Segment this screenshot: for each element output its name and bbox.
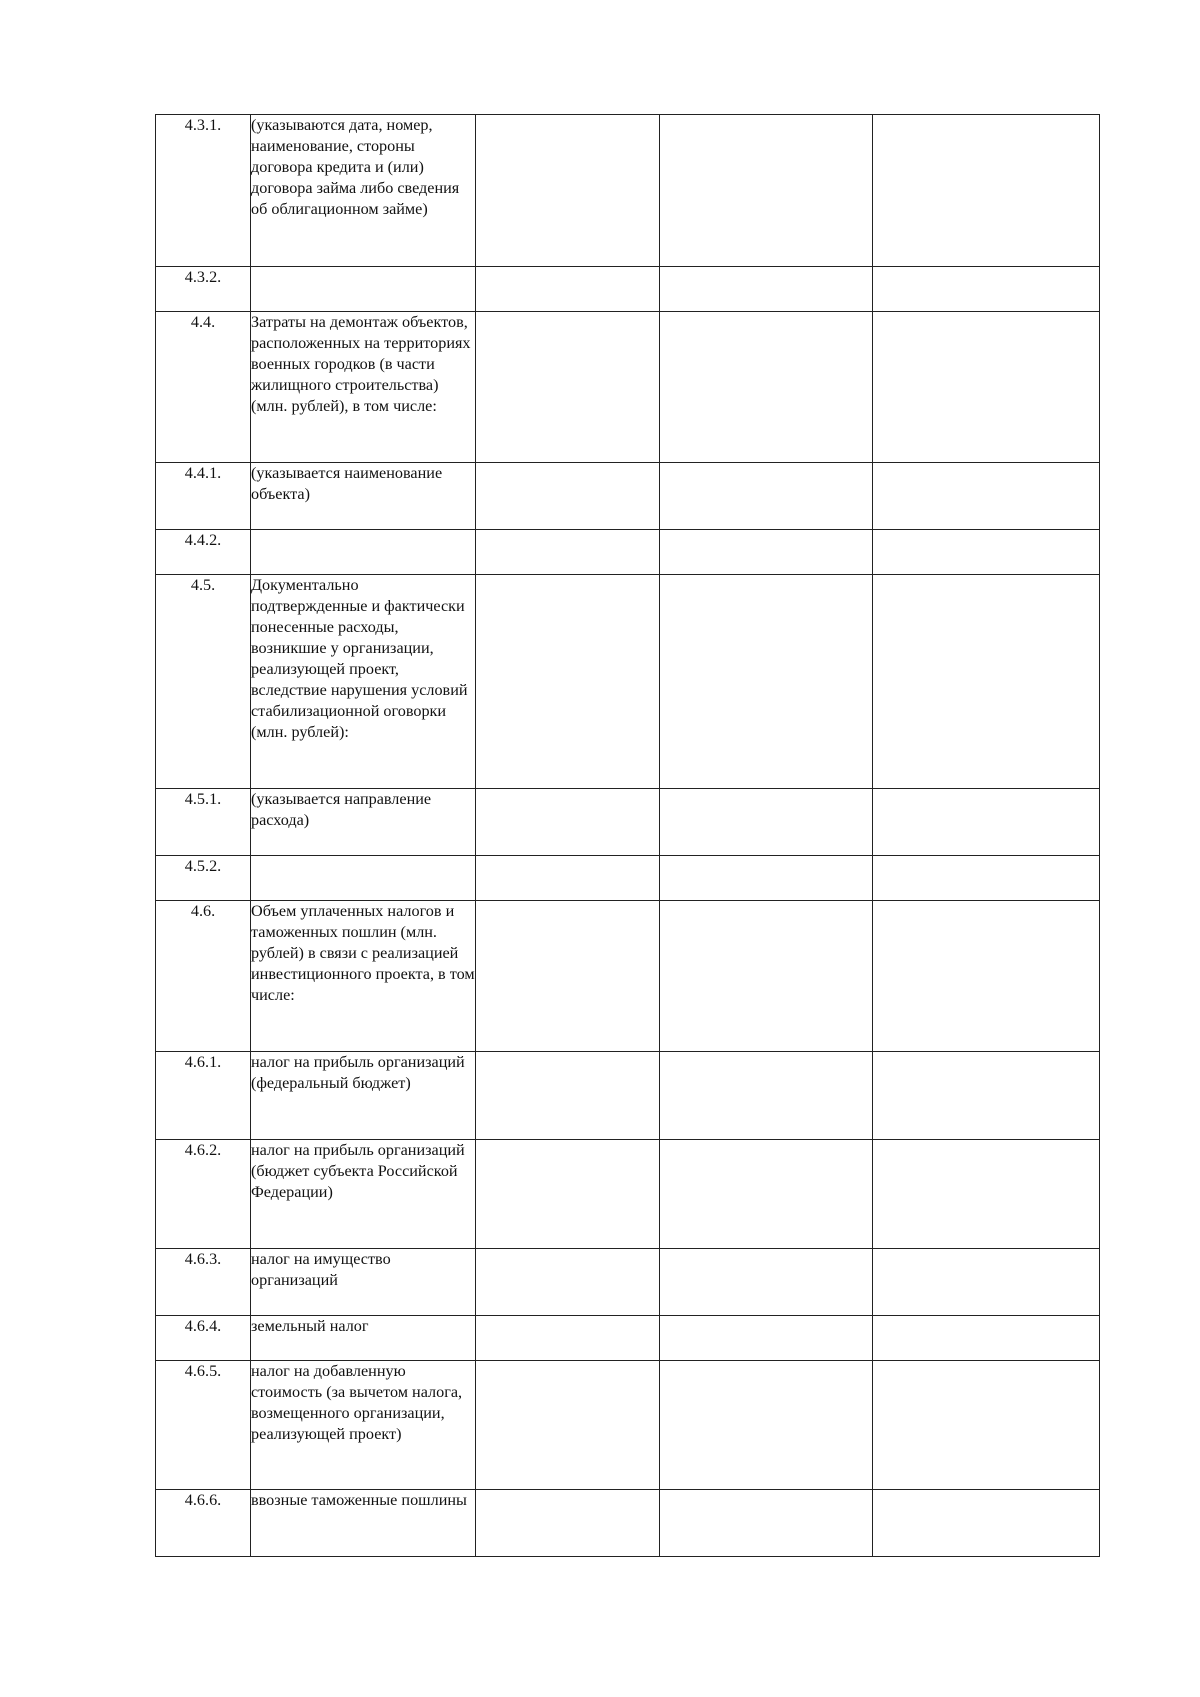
value-cell	[873, 789, 1100, 856]
row-number-cell: 4.4.	[156, 312, 251, 463]
table-row	[156, 1316, 1100, 1361]
value-cell	[476, 1140, 660, 1249]
row-description: ввозные таможенные пошлины	[251, 1491, 467, 1509]
value-cell	[873, 1490, 1100, 1557]
row-number-cell: 4.5.2.	[156, 856, 251, 901]
row-description-cell	[251, 1316, 476, 1361]
row-description-cell	[251, 115, 476, 267]
value-cell	[660, 463, 873, 530]
table-row	[156, 789, 1100, 856]
row-description-cell	[251, 463, 476, 530]
value-cell	[476, 530, 660, 575]
row-description-cell	[251, 1249, 476, 1316]
row-description: Затраты на демонтаж объектов, расположенных на территориях военных городков (в части жилищного строительства) (млн. рублей), в том числе:	[251, 313, 471, 415]
row-description-cell	[251, 267, 476, 312]
report-table	[155, 114, 1100, 1557]
value-cell	[873, 1140, 1100, 1249]
value-cell	[873, 312, 1100, 463]
row-description: налог на прибыль организаций (бюджет субъекта Российской Федерации)	[251, 1141, 465, 1201]
value-cell	[660, 312, 873, 463]
value-cell	[476, 789, 660, 856]
value-cell	[873, 267, 1100, 312]
table-row	[156, 1052, 1100, 1140]
value-cell	[873, 1249, 1100, 1316]
row-number-cell: 4.6.3.	[156, 1249, 251, 1316]
value-cell	[660, 789, 873, 856]
value-cell	[660, 1249, 873, 1316]
value-cell	[476, 1361, 660, 1490]
value-cell	[873, 901, 1100, 1052]
value-cell	[476, 115, 660, 267]
row-description: Документально подтвержденные и фактически понесенные расходы, возникшие у организации, реализующей проект, вследствие нарушения условий стабилизационной оговорки (млн. рублей):	[251, 576, 468, 741]
row-description: земельный налог	[251, 1317, 369, 1335]
table-row	[156, 901, 1100, 1052]
row-description: налог на прибыль организаций (федеральный бюджет)	[251, 1053, 465, 1092]
row-description-cell	[251, 901, 476, 1052]
table-row	[156, 1140, 1100, 1249]
value-cell	[476, 856, 660, 901]
value-cell	[873, 1316, 1100, 1361]
value-cell	[873, 856, 1100, 901]
table-row	[156, 1361, 1100, 1490]
row-number-cell: 4.5.1.	[156, 789, 251, 856]
row-description: (указываются дата, номер, наименование, стороны договора кредита и (или) договора займа либо сведения об облигационном займе)	[251, 116, 460, 218]
value-cell	[476, 575, 660, 789]
row-description: (указывается наименование объекта)	[251, 464, 443, 503]
row-description-cell	[251, 789, 476, 856]
row-number-cell: 4.3.1.	[156, 115, 251, 267]
value-cell	[476, 901, 660, 1052]
value-cell	[476, 463, 660, 530]
value-cell	[476, 1490, 660, 1557]
value-cell	[873, 575, 1100, 789]
table-row	[156, 856, 1100, 901]
row-number-cell: 4.4.1.	[156, 463, 251, 530]
table-row	[156, 530, 1100, 575]
value-cell	[873, 1052, 1100, 1140]
table-row	[156, 1490, 1100, 1557]
row-description: налог на имущество организаций	[251, 1250, 391, 1289]
row-number-cell: 4.6.4.	[156, 1316, 251, 1361]
value-cell	[873, 530, 1100, 575]
row-number-cell: 4.3.2.	[156, 267, 251, 312]
row-description-cell	[251, 856, 476, 901]
row-description-cell	[251, 1361, 476, 1490]
row-number-cell: 4.6.2.	[156, 1140, 251, 1249]
value-cell	[476, 1316, 660, 1361]
value-cell	[660, 856, 873, 901]
row-description-cell	[251, 575, 476, 789]
value-cell	[873, 1361, 1100, 1490]
row-description-cell	[251, 312, 476, 463]
value-cell	[660, 267, 873, 312]
row-description-cell	[251, 530, 476, 575]
row-description-cell	[251, 1052, 476, 1140]
value-cell	[873, 115, 1100, 267]
value-cell	[660, 1490, 873, 1557]
value-cell	[660, 575, 873, 789]
table-row	[156, 1249, 1100, 1316]
table-row	[156, 575, 1100, 789]
value-cell	[660, 530, 873, 575]
table-row	[156, 463, 1100, 530]
value-cell	[476, 312, 660, 463]
value-cell	[476, 1249, 660, 1316]
table-row	[156, 312, 1100, 463]
row-number-cell: 4.6.1.	[156, 1052, 251, 1140]
value-cell	[476, 267, 660, 312]
value-cell	[660, 901, 873, 1052]
value-cell	[660, 1140, 873, 1249]
value-cell	[660, 1052, 873, 1140]
value-cell	[660, 1361, 873, 1490]
row-number-cell: 4.5.	[156, 575, 251, 789]
table-row	[156, 115, 1100, 267]
row-number-cell: 4.6.	[156, 901, 251, 1052]
row-number-cell: 4.6.6.	[156, 1490, 251, 1557]
value-cell	[873, 463, 1100, 530]
value-cell	[660, 1316, 873, 1361]
value-cell	[660, 115, 873, 267]
row-description-cell	[251, 1140, 476, 1249]
row-description-cell	[251, 1490, 476, 1557]
row-description: налог на добавленную стоимость (за вычетом налога, возмещенного организации, реализующей проект)	[251, 1362, 463, 1443]
value-cell	[476, 1052, 660, 1140]
table-row	[156, 267, 1100, 312]
row-description: Объем уплаченных налогов и таможенных пошлин (млн. рублей) в связи с реализацией инвестиционного проекта, в том числе:	[251, 902, 475, 1004]
row-number-cell: 4.6.5.	[156, 1361, 251, 1490]
row-description: (указывается направление расхода)	[251, 790, 432, 829]
row-number-cell: 4.4.2.	[156, 530, 251, 575]
